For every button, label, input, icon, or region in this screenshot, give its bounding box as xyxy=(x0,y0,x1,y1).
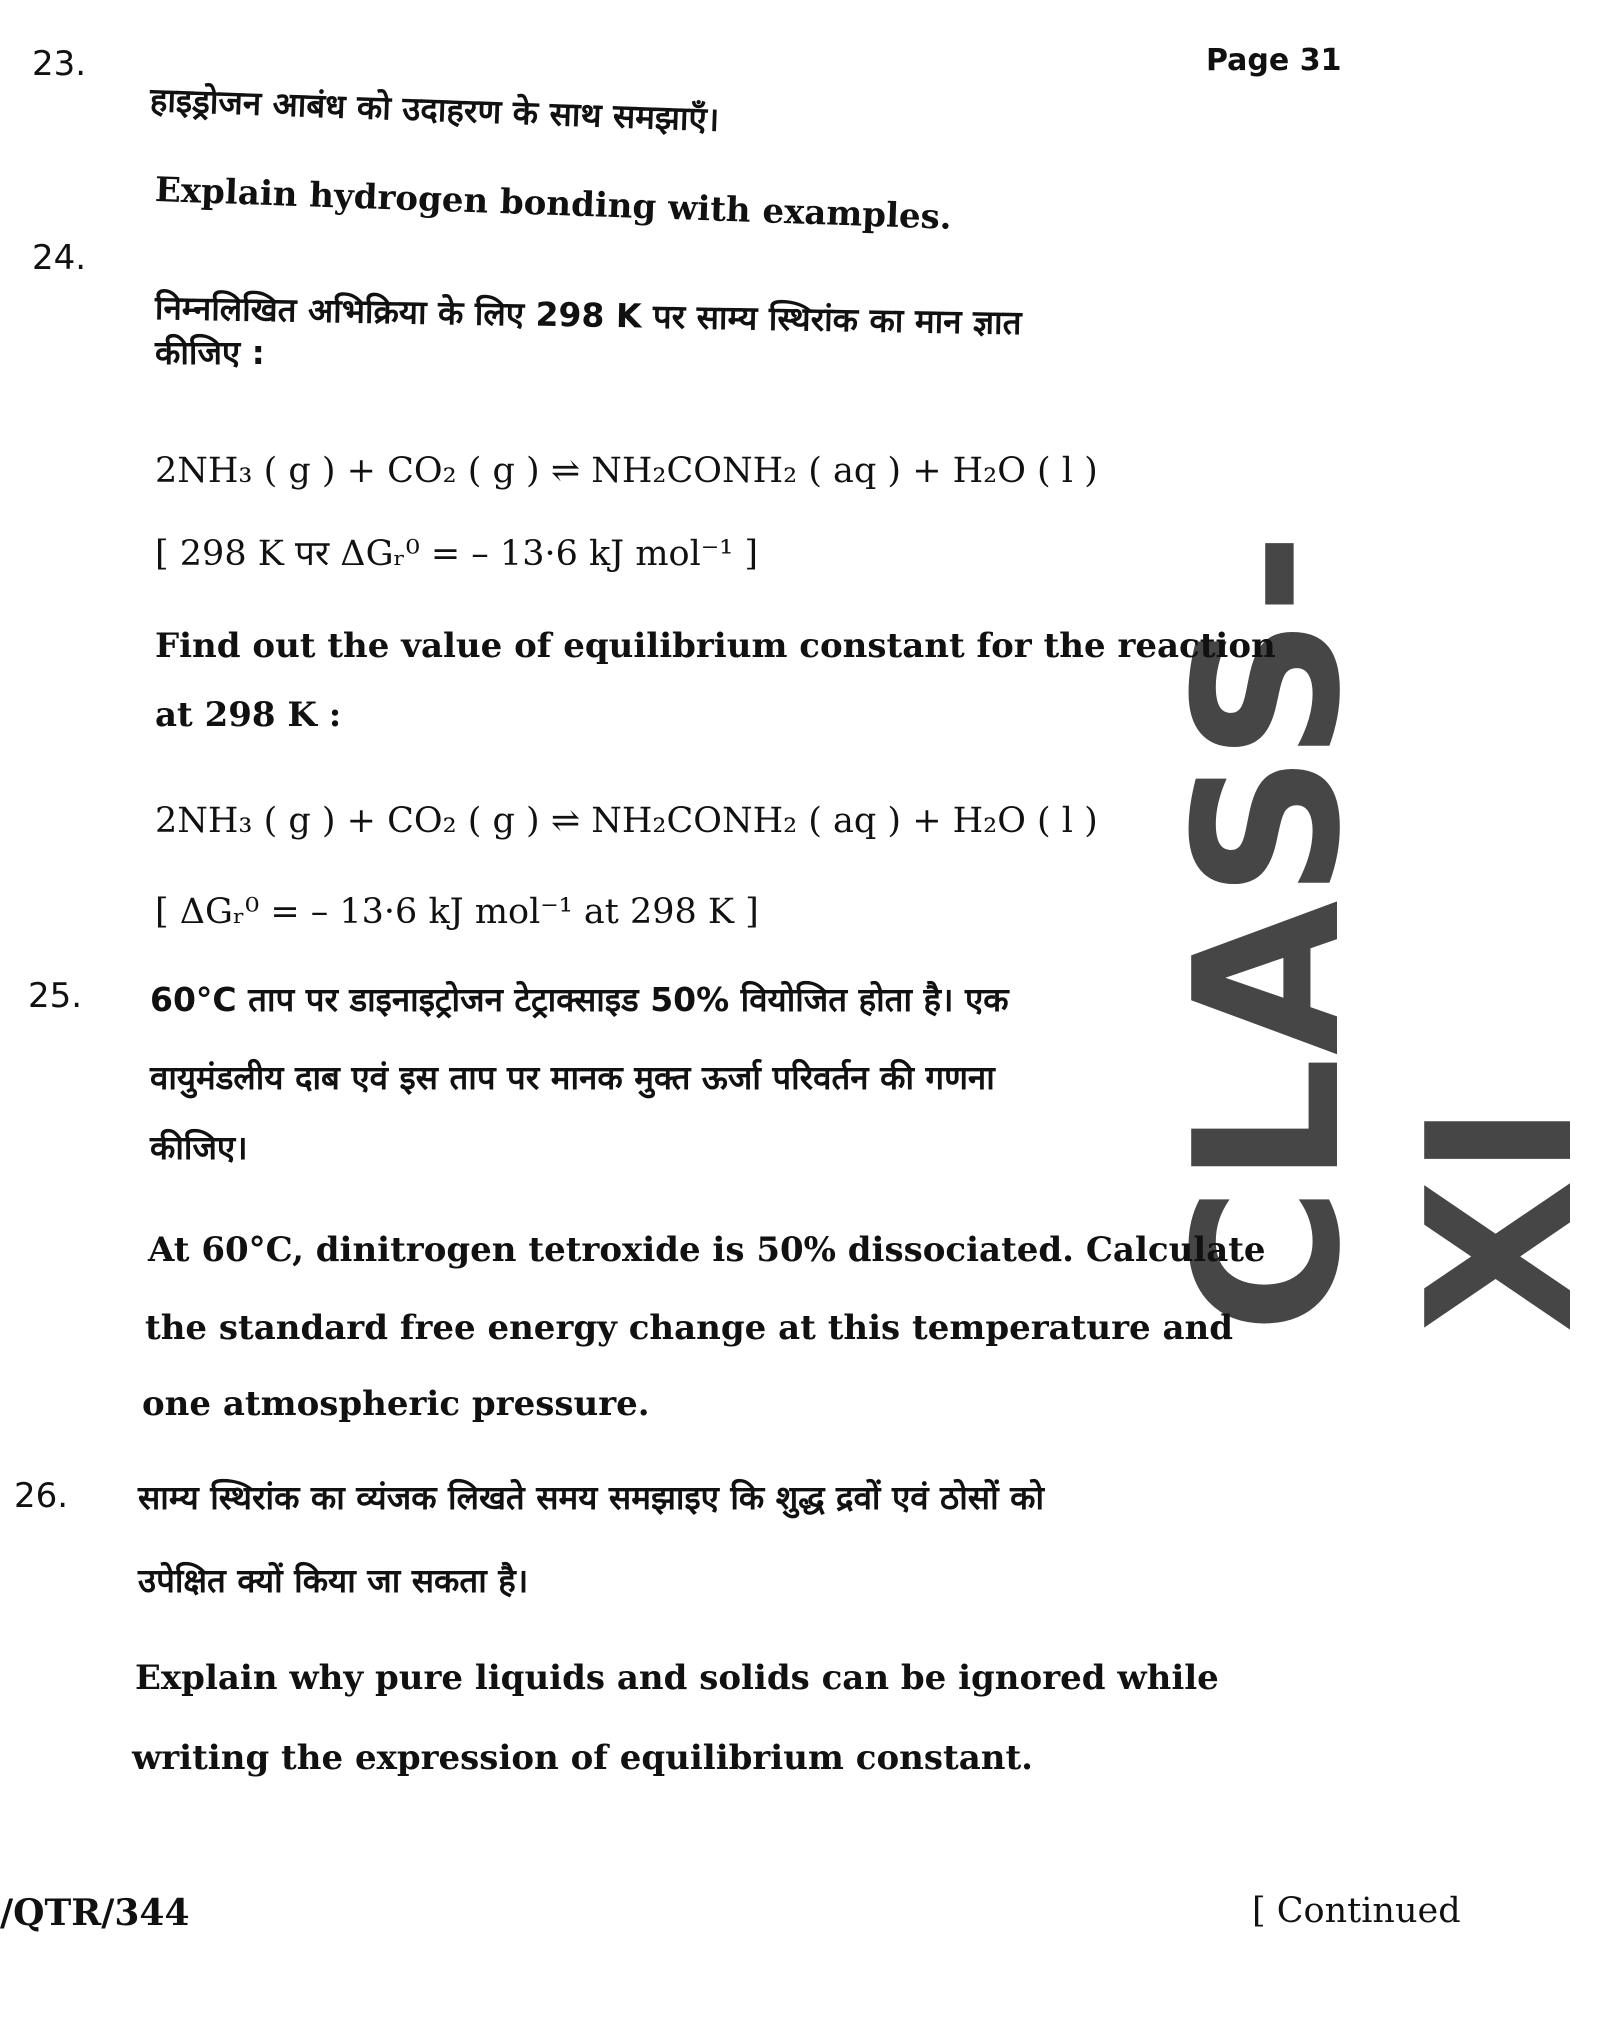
question-text-english: at 298 K : xyxy=(155,695,342,735)
paper-code: /QTR/344 xyxy=(0,1892,190,1934)
question-text-hindi: उपेक्षित क्यों किया जा सकता है। xyxy=(138,1561,529,1600)
question-text-english: one atmospheric pressure. xyxy=(142,1384,650,1424)
question-text-hindi: कीजिए : xyxy=(155,333,265,372)
chemical-equation: 2NH₃ ( g ) + CO₂ ( g ) ⇌ NH₂CONH₂ ( aq ) + H₂O ( l ) xyxy=(155,451,1098,491)
question-text-english: the standard free energy change at this temperature and xyxy=(145,1308,1234,1348)
question-text-english: Explain why pure liquids and solids can be ignored while xyxy=(135,1658,1219,1698)
question-text-hindi: साम्य स्थिरांक का व्यंजक लिखते समय समझाइए कि शुद्ध द्रवों एवं ठोसों को xyxy=(138,1478,1045,1517)
question-text-english: Explain hydrogen bonding with examples. xyxy=(154,170,953,238)
question-text-english: At 60°C, dinitrogen tetroxide is 50% dissociated. Calculate xyxy=(148,1230,1266,1270)
question-number: 24. xyxy=(32,238,87,278)
reaction-condition: [ 298 K पर ΔGᵣ⁰ = – 13·6 kJ mol⁻¹ ] xyxy=(155,534,759,574)
question-number: 23. xyxy=(32,44,87,84)
question-text-hindi: 60°C ताप पर डाइनाइट्रोजन टेट्राक्साइड 50% वियोजित होता है। एक xyxy=(150,980,1009,1019)
chemical-equation: 2NH₃ ( g ) + CO₂ ( g ) ⇌ NH₂CONH₂ ( aq ) + H₂O ( l ) xyxy=(155,801,1098,841)
question-text-hindi: निम्नलिखित अभिक्रिया के लिए 298 K पर साम्य स्थिरांक का मान ज्ञात xyxy=(154,288,1022,343)
question-text-english: Find out the value of equilibrium constant for the reaction xyxy=(155,626,1276,666)
question-text-english: writing the expression of equilibrium constant. xyxy=(132,1738,1033,1778)
reaction-condition: [ ΔGᵣ⁰ = – 13·6 kJ mol⁻¹ at 298 K ] xyxy=(155,892,759,932)
question-number: 25. xyxy=(28,976,83,1016)
question-text-hindi: वायुमंडलीय दाब एवं इस ताप पर मानक मुक्त ऊर्जा परिवर्तन की गणना xyxy=(150,1058,995,1097)
question-text-hindi: हाइड्रोजन आबंध को उदाहरण के साथ समझाएँ। xyxy=(149,80,720,139)
class-watermark: CLASS-XI xyxy=(1152,530,1618,1334)
continued-label: [ Continued xyxy=(1252,1891,1461,1931)
question-number: 26. xyxy=(14,1476,69,1516)
question-text-hindi: कीजिए। xyxy=(150,1128,248,1167)
page-number: Page 31 xyxy=(1206,43,1342,78)
